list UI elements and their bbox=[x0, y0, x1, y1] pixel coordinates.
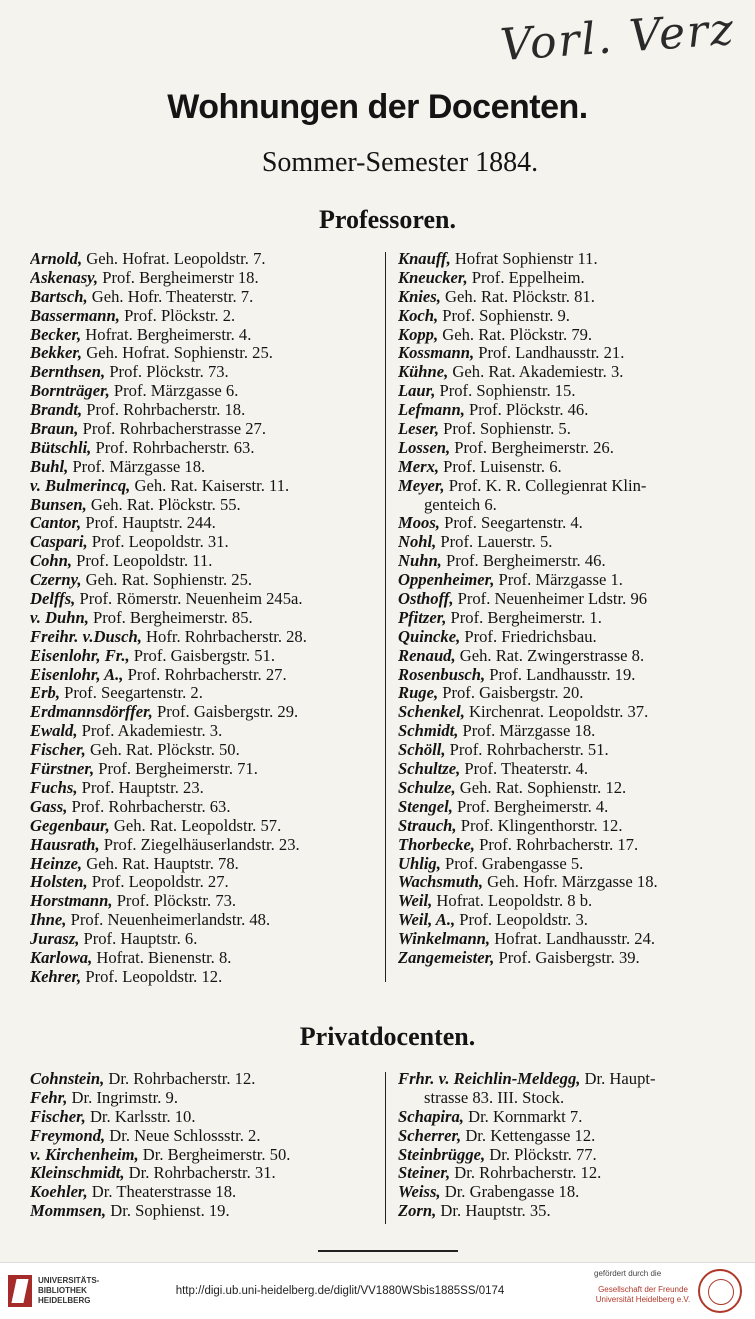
entry-row bbox=[30, 1202, 375, 1221]
university-seal-icon bbox=[698, 1269, 742, 1313]
entry-address: Prof. Leopoldstr. 11. bbox=[71, 552, 213, 571]
entry-name: Askenasy, bbox=[30, 268, 99, 287]
entry-name: Laur, bbox=[398, 382, 436, 401]
entry-name: Schultze, bbox=[398, 760, 461, 779]
entry-row bbox=[398, 647, 750, 666]
entry-name: Fehr, bbox=[30, 1088, 68, 1107]
entry-name: Zangemeister, bbox=[398, 948, 495, 967]
entry-row bbox=[30, 1108, 375, 1127]
entry-name: Steiner, bbox=[398, 1164, 451, 1183]
entry-address: Dr. Rohrbacherstr. 31. bbox=[124, 1164, 276, 1183]
entry-address: strasse 83. III. Stock. bbox=[424, 1088, 565, 1107]
handwritten-note: Vorl. Verz bbox=[498, 3, 737, 72]
entry-address: genteich 6. bbox=[424, 495, 497, 514]
entry-name: Ihne, bbox=[30, 911, 67, 930]
entry-row bbox=[398, 1070, 750, 1089]
entry-address: Prof. Rohrbacherstrasse 27. bbox=[78, 420, 266, 439]
entry-row bbox=[30, 363, 375, 382]
entry-name: Horstmann, bbox=[30, 892, 113, 911]
entry-name: Knauff, bbox=[398, 250, 451, 268]
entry-name: Gass, bbox=[30, 797, 68, 816]
entry-name: v. Bulmerincq, bbox=[30, 476, 131, 495]
entry-row bbox=[398, 1127, 750, 1146]
entry-row bbox=[30, 722, 375, 741]
entry-name: Kossmann, bbox=[398, 344, 475, 363]
entry-name: Kehrer, bbox=[30, 967, 82, 986]
entry-address: Prof. Klingenthorstr. 12. bbox=[456, 816, 623, 835]
entry-address: Dr. Rohrbacherstr. 12. bbox=[450, 1164, 602, 1183]
entry-row bbox=[398, 514, 750, 533]
entry-address: Prof. Plöckstr. 2. bbox=[119, 306, 236, 325]
entry-row bbox=[398, 401, 750, 420]
entry-row bbox=[30, 496, 375, 515]
entry-name: Scherrer, bbox=[398, 1126, 462, 1145]
entry-address: Geh. Rat. Leopoldstr. 57. bbox=[109, 816, 282, 835]
entry-row bbox=[30, 1164, 375, 1183]
entry-row bbox=[30, 250, 375, 269]
entry-row bbox=[398, 439, 750, 458]
entry-address: Dr. Rohrbacherstr. 12. bbox=[104, 1070, 256, 1088]
entry-address: Geh. Rat. Plöckstr. 55. bbox=[86, 495, 241, 514]
entry-name: Erb, bbox=[30, 684, 60, 703]
entry-address: Prof. Bergheimerstr. 26. bbox=[450, 438, 614, 457]
entry-row bbox=[398, 911, 750, 930]
entry-name: Nohl, bbox=[398, 533, 437, 552]
entry-name: Cohnstein, bbox=[30, 1070, 105, 1088]
entry-name: Braun, bbox=[30, 420, 79, 439]
entry-name: Becker, bbox=[30, 325, 82, 344]
entry-row bbox=[398, 344, 750, 363]
entry-name: Moos, bbox=[398, 514, 440, 533]
entry-row bbox=[30, 288, 375, 307]
entry-address: Geh. Hofr. Märzgasse 18. bbox=[483, 873, 658, 892]
entry-row bbox=[30, 401, 375, 420]
entry-address: Prof. Plöckstr. 73. bbox=[112, 892, 237, 911]
entry-row bbox=[30, 949, 375, 968]
entry-name: Cohn, bbox=[30, 552, 72, 571]
entry-address: Dr. Grabengasse 18. bbox=[440, 1183, 580, 1202]
entry-row bbox=[398, 609, 750, 628]
privatdocenten-list-left bbox=[30, 1070, 375, 1221]
permalink-url[interactable]: http://digi.ub.uni-heidelberg.de/diglit/VV1880WSbis1885SS/0174 bbox=[175, 1285, 505, 1297]
entry-name: Fischer, bbox=[30, 741, 86, 760]
entry-address: Prof. Grabengasse 5. bbox=[440, 854, 584, 873]
entry-row bbox=[30, 1089, 375, 1108]
entry-name: Erdmannsdörffer, bbox=[30, 703, 153, 722]
entry-address: Geh. Hofrat. Leopoldstr. 7. bbox=[82, 250, 266, 268]
entry-address: Hofrat. Landhausstr. 24. bbox=[490, 930, 656, 949]
entry-row bbox=[398, 382, 750, 401]
entry-address: Prof. Bergheimerstr. 1. bbox=[446, 608, 602, 627]
page-subtitle: Sommer-Semester 1884. bbox=[261, 147, 539, 178]
entry-row bbox=[398, 741, 750, 760]
entry-name: Kühne, bbox=[398, 363, 449, 382]
entry-name: Schapira, bbox=[398, 1107, 464, 1126]
entry-address: Prof. Lauerstr. 5. bbox=[436, 533, 553, 552]
entry-address: Prof. Bergheimerstr. 4. bbox=[452, 797, 609, 816]
entry-row bbox=[30, 1183, 375, 1202]
entry-row bbox=[398, 930, 750, 949]
entry-name: Jurasz, bbox=[30, 930, 80, 949]
entry-name: Holsten, bbox=[30, 873, 88, 892]
entry-address: Dr. Plöckstr. 77. bbox=[485, 1145, 597, 1164]
entry-address: Hofrat Sophienstr 11. bbox=[450, 250, 598, 268]
entry-row bbox=[398, 326, 750, 345]
entry-row bbox=[398, 533, 750, 552]
entry-name: Mommsen, bbox=[30, 1202, 107, 1221]
entry-address: Prof. Sophienstr. 9. bbox=[438, 306, 570, 325]
entry-row bbox=[30, 836, 375, 855]
entry-address: Prof. Hauptstr. 244. bbox=[81, 514, 216, 533]
entry-name: Hausrath, bbox=[30, 835, 100, 854]
entry-name: Fürstner, bbox=[30, 760, 95, 779]
entry-address: Geh. Rat. Sophienstr. 25. bbox=[81, 571, 253, 590]
entry-name: Zorn, bbox=[398, 1202, 437, 1221]
entry-row bbox=[398, 288, 750, 307]
entry-row bbox=[398, 779, 750, 798]
entry-row bbox=[30, 590, 375, 609]
entry-row bbox=[398, 949, 750, 968]
entry-name: Bornträger, bbox=[30, 382, 110, 401]
entry-address: Prof. Landhausstr. 21. bbox=[474, 344, 625, 363]
entry-row bbox=[30, 1146, 375, 1165]
entry-address: Prof. Sophienstr. 5. bbox=[439, 420, 571, 439]
column-divider bbox=[385, 252, 386, 982]
entry-row bbox=[30, 533, 375, 552]
entry-address: Prof. Friedrichsbau. bbox=[460, 627, 597, 646]
sponsor-name[interactable]: Gesellschaft der Freunde Universität Heidelberg e.V. bbox=[595, 1285, 691, 1304]
entry-name: Cantor, bbox=[30, 514, 82, 533]
entry-row bbox=[30, 326, 375, 345]
section-heading-professoren: Professoren. bbox=[319, 205, 456, 234]
entry-address: Prof. Plöckstr. 73. bbox=[105, 363, 229, 382]
entry-row bbox=[30, 855, 375, 874]
entry-address: Dr. Kornmarkt 7. bbox=[463, 1107, 583, 1126]
entry-row bbox=[398, 873, 750, 892]
section-heading-privatdocenten: Privatdocenten. bbox=[299, 1022, 476, 1051]
entry-name: Strauch, bbox=[398, 816, 457, 835]
entry-name: Buhl, bbox=[30, 457, 69, 476]
entry-name: Karlowa, bbox=[30, 948, 93, 967]
entry-row bbox=[398, 496, 750, 515]
entry-name: Rosenbusch, bbox=[398, 665, 486, 684]
entry-name: Caspari, bbox=[30, 533, 88, 552]
entry-row bbox=[398, 420, 750, 439]
entry-name: Bekker, bbox=[30, 344, 83, 363]
entry-row bbox=[30, 760, 375, 779]
entry-address: Prof. Römerstr. Neuenheim 245a. bbox=[75, 590, 303, 609]
entry-address: Geh. Rat. Plöckstr. 81. bbox=[440, 287, 595, 306]
entry-row bbox=[30, 628, 375, 647]
entry-address: Prof. Hauptstr. 6. bbox=[79, 930, 198, 949]
entry-name: Meyer, bbox=[398, 476, 445, 495]
entry-address: Prof. Leopoldstr. 12. bbox=[81, 967, 223, 986]
entry-name: Winkelmann, bbox=[398, 930, 491, 949]
entry-address: Dr. Ingrimstr. 9. bbox=[67, 1088, 178, 1107]
entry-address: Prof. Neuenheimer Ldstr. 96 bbox=[453, 590, 648, 609]
entry-name: Heinze, bbox=[30, 854, 83, 873]
entry-address: Prof. Märzgasse 6. bbox=[109, 382, 239, 401]
entry-address: Geh. Hofrat. Sophienstr. 25. bbox=[82, 344, 273, 363]
entry-name: Eisenlohr, Fr., bbox=[30, 646, 130, 665]
entry-address: Geh. Rat. Sophienstr. 12. bbox=[455, 778, 627, 797]
entry-address: Prof. Sophienstr. 15. bbox=[435, 382, 576, 401]
bottom-rule bbox=[318, 1250, 458, 1252]
entry-name: Schmidt, bbox=[398, 722, 459, 741]
entry-row bbox=[30, 892, 375, 911]
entry-row bbox=[398, 458, 750, 477]
entry-name: Bütschli, bbox=[30, 438, 92, 457]
entry-address: Prof. Rohrbacherstr. 27. bbox=[123, 665, 287, 684]
entry-row bbox=[398, 269, 750, 288]
entry-address: Dr. Hauptstr. 35. bbox=[436, 1202, 551, 1221]
entry-name: Brandt, bbox=[30, 401, 83, 420]
entry-address: Prof. Rohrbacherstr. 17. bbox=[474, 835, 639, 854]
entry-row bbox=[30, 477, 375, 496]
entry-address: Geh. Rat. Zwingerstrasse 8. bbox=[455, 646, 645, 665]
entry-address: Prof. Märzgasse 1. bbox=[494, 571, 623, 590]
entry-address: Prof. Bergheimerstr. 85. bbox=[88, 608, 253, 627]
entry-address: Prof. Rohrbacherstr. 51. bbox=[445, 741, 609, 760]
footer-bar bbox=[0, 1262, 755, 1319]
entry-address: Prof. Leopoldstr. 27. bbox=[87, 873, 229, 892]
entry-name: Schenkel, bbox=[398, 703, 465, 722]
entry-address: Prof. Akademiestr. 3. bbox=[77, 722, 223, 741]
entry-name: Freihr. v.Dusch, bbox=[30, 627, 142, 646]
entry-row bbox=[30, 307, 375, 326]
entry-name: Thorbecke, bbox=[398, 835, 475, 854]
entry-row bbox=[30, 571, 375, 590]
entry-row bbox=[398, 363, 750, 382]
entry-address: Prof. Eppelheim. bbox=[467, 268, 585, 287]
entry-address: Prof. Bergheimerstr 18. bbox=[98, 268, 259, 287]
entry-row bbox=[398, 307, 750, 326]
entry-name: Weil, bbox=[398, 892, 433, 911]
entry-row bbox=[398, 1183, 750, 1202]
entry-row bbox=[30, 779, 375, 798]
entry-address: Dr. Haupt- bbox=[580, 1070, 656, 1088]
privatdocenten-list-right bbox=[398, 1070, 750, 1221]
entry-row bbox=[398, 628, 750, 647]
entry-name: Bernthsen, bbox=[30, 363, 106, 382]
entry-row bbox=[398, 836, 750, 855]
entry-row bbox=[30, 741, 375, 760]
entry-name: Koehler, bbox=[30, 1183, 88, 1202]
entry-address: Dr. Bergheimerstr. 50. bbox=[138, 1145, 291, 1164]
entry-row bbox=[30, 684, 375, 703]
entry-address: Prof. Leopoldstr. 31. bbox=[87, 533, 229, 552]
entry-address: Dr. Sophienst. 19. bbox=[106, 1202, 230, 1221]
entry-row bbox=[398, 855, 750, 874]
entry-name: Eisenlohr, A., bbox=[30, 665, 124, 684]
entry-address: Prof. Theaterstr. 4. bbox=[460, 760, 589, 779]
entry-name: Lefmann, bbox=[398, 401, 465, 420]
entry-address: Prof. Bergheimerstr. 71. bbox=[94, 760, 258, 779]
entry-name: Bartsch, bbox=[30, 287, 88, 306]
entry-name: Uhlig, bbox=[398, 854, 441, 873]
entry-name: Frhr. v. Reichlin-Meldegg, bbox=[398, 1070, 581, 1088]
entry-row bbox=[398, 1089, 750, 1108]
entry-address: Prof. Neuenheimerlandstr. 48. bbox=[66, 911, 271, 930]
entry-address: Hofr. Rohrbacherstr. 28. bbox=[141, 627, 307, 646]
entry-name: v. Duhn, bbox=[30, 608, 89, 627]
entry-row bbox=[398, 571, 750, 590]
entry-row bbox=[398, 703, 750, 722]
entry-address: Prof. Märzgasse 18. bbox=[68, 457, 206, 476]
entry-name: Freymond, bbox=[30, 1126, 106, 1145]
entry-row bbox=[30, 911, 375, 930]
entry-name: Bassermann, bbox=[30, 306, 120, 325]
entry-row bbox=[30, 382, 375, 401]
entry-address: Prof. Rohrbacherstr. 63. bbox=[67, 797, 231, 816]
entry-row bbox=[30, 552, 375, 571]
entry-row bbox=[30, 647, 375, 666]
entry-row bbox=[398, 798, 750, 817]
entry-name: Fischer, bbox=[30, 1107, 86, 1126]
entry-address: Prof. Luisenstr. 6. bbox=[439, 457, 562, 476]
entry-row bbox=[30, 703, 375, 722]
entry-row bbox=[398, 590, 750, 609]
entry-name: Schöll, bbox=[398, 741, 446, 760]
entry-row bbox=[398, 552, 750, 571]
entry-name: Kopp, bbox=[398, 325, 439, 344]
entry-address: Prof. Landhausstr. 19. bbox=[485, 665, 636, 684]
entry-name: Steinbrügge, bbox=[398, 1145, 486, 1164]
entry-address: Prof. Seegartenstr. 4. bbox=[439, 514, 583, 533]
entry-address: Geh. Rat. Akademiestr. 3. bbox=[448, 363, 624, 382]
column-divider bbox=[385, 1072, 386, 1224]
entry-address: Geh. Rat. Kaiserstr. 11. bbox=[130, 476, 290, 495]
entry-row bbox=[398, 1146, 750, 1165]
library-logo-text[interactable]: UNIVERSITÄTS- BIBLIOTHEK HEIDELBERG bbox=[38, 1276, 100, 1305]
entry-name: Quincke, bbox=[398, 627, 461, 646]
entry-row bbox=[398, 760, 750, 779]
entry-address: Prof. Rohrbacherstr. 63. bbox=[91, 438, 255, 457]
entry-row bbox=[398, 666, 750, 685]
entry-address: Prof. Gaisbergstr. 20. bbox=[438, 684, 584, 703]
entry-name: Nuhn, bbox=[398, 552, 442, 571]
entry-row bbox=[30, 968, 375, 987]
entry-address: Geh. Rat. Plöckstr. 79. bbox=[438, 325, 593, 344]
entry-address: Hofrat. Leopoldstr. 8 b. bbox=[432, 892, 593, 911]
entry-address: Dr. Neue Schlossstr. 2. bbox=[105, 1126, 261, 1145]
entry-row bbox=[398, 1202, 750, 1221]
entry-name: Bunsen, bbox=[30, 495, 87, 514]
entry-row bbox=[30, 873, 375, 892]
entry-row bbox=[398, 722, 750, 741]
entry-row bbox=[30, 798, 375, 817]
entry-address: Prof. K. R. Collegienrat Klin- bbox=[444, 476, 647, 495]
entry-name: Gegenbaur, bbox=[30, 816, 110, 835]
entry-name: Knies, bbox=[398, 287, 441, 306]
entry-address: Dr. Kettengasse 12. bbox=[461, 1126, 596, 1145]
entry-row bbox=[30, 609, 375, 628]
entry-row bbox=[398, 1164, 750, 1183]
entry-name: Czerny, bbox=[30, 571, 82, 590]
entry-name: Kneucker, bbox=[398, 268, 468, 287]
entry-name: Kleinschmidt, bbox=[30, 1164, 125, 1183]
entry-address: Prof. Hauptstr. 23. bbox=[77, 778, 204, 797]
entry-name: Ruge, bbox=[398, 684, 439, 703]
entry-address: Geh. Rat. Plöckstr. 50. bbox=[85, 741, 240, 760]
entry-row bbox=[30, 269, 375, 288]
entry-address: Hofrat. Bienenstr. 8. bbox=[92, 948, 232, 967]
entry-address: Prof. Gaisbergstr. 29. bbox=[152, 703, 299, 722]
entry-address: Dr. Theaterstrasse 18. bbox=[87, 1183, 237, 1202]
entry-address: Geh. Hofr. Theaterstr. 7. bbox=[87, 287, 254, 306]
entry-row bbox=[30, 420, 375, 439]
entry-address: Kirchenrat. Leopoldstr. 37. bbox=[464, 703, 649, 722]
entry-row bbox=[30, 930, 375, 949]
entry-name: Koch, bbox=[398, 306, 439, 325]
entry-row bbox=[30, 344, 375, 363]
entry-name: Weiss, bbox=[398, 1183, 441, 1202]
entry-row bbox=[30, 458, 375, 477]
entry-address: Prof. Rohrbacherstr. 18. bbox=[82, 401, 246, 420]
professoren-list-right bbox=[398, 250, 750, 968]
entry-row bbox=[30, 1070, 375, 1089]
entry-address: Prof. Märzgasse 18. bbox=[458, 722, 596, 741]
entry-address: Geh. Rat. Hauptstr. 78. bbox=[82, 854, 239, 873]
entry-name: Delffs, bbox=[30, 590, 76, 609]
entry-row bbox=[30, 817, 375, 836]
entry-name: Fuchs, bbox=[30, 778, 78, 797]
entry-row bbox=[30, 439, 375, 458]
entry-address: Dr. Karlsstr. 10. bbox=[85, 1107, 196, 1126]
entry-name: Leser, bbox=[398, 420, 440, 439]
entry-name: Oppenheimer, bbox=[398, 571, 495, 590]
entry-name: Wachsmuth, bbox=[398, 873, 483, 892]
entry-address: Prof. Ziegelhäuserlandstr. 23. bbox=[99, 835, 300, 854]
entry-name: Weil, A., bbox=[398, 911, 456, 930]
entry-row bbox=[398, 684, 750, 703]
sponsor-prefix: gefördert durch die bbox=[594, 1269, 662, 1278]
entry-address: Prof. Leopoldstr. 3. bbox=[455, 911, 588, 930]
entry-row bbox=[30, 666, 375, 685]
entry-name: Schulze, bbox=[398, 778, 456, 797]
entry-row bbox=[30, 1127, 375, 1146]
entry-name: Renaud, bbox=[398, 646, 456, 665]
entry-name: Osthoff, bbox=[398, 590, 454, 609]
entry-name: Merx, bbox=[398, 457, 440, 476]
entry-name: Arnold, bbox=[30, 250, 83, 268]
entry-row bbox=[398, 892, 750, 911]
entry-address: Prof. Gaisbergstr. 51. bbox=[129, 646, 275, 665]
professoren-list-left bbox=[30, 250, 375, 987]
entry-name: Ewald, bbox=[30, 722, 78, 741]
page-title: Wohnungen der Docenten. bbox=[167, 88, 588, 126]
entry-name: Pfitzer, bbox=[398, 608, 447, 627]
entry-address: Prof. Seegartenstr. 2. bbox=[59, 684, 203, 703]
entry-row bbox=[398, 477, 750, 496]
entry-address: Prof. Plöckstr. 46. bbox=[464, 401, 589, 420]
entry-address: Prof. Bergheimerstr. 46. bbox=[441, 552, 606, 571]
entry-name: Stengel, bbox=[398, 797, 453, 816]
entry-name: v. Kirchenheim, bbox=[30, 1145, 139, 1164]
entry-row bbox=[30, 514, 375, 533]
entry-row bbox=[398, 817, 750, 836]
entry-address: Prof. Gaisbergstr. 39. bbox=[494, 948, 640, 967]
entry-row bbox=[398, 1108, 750, 1127]
entry-address: Hofrat. Bergheimerstr. 4. bbox=[81, 325, 252, 344]
entry-name: Lossen, bbox=[398, 438, 451, 457]
entry-row bbox=[398, 250, 750, 269]
